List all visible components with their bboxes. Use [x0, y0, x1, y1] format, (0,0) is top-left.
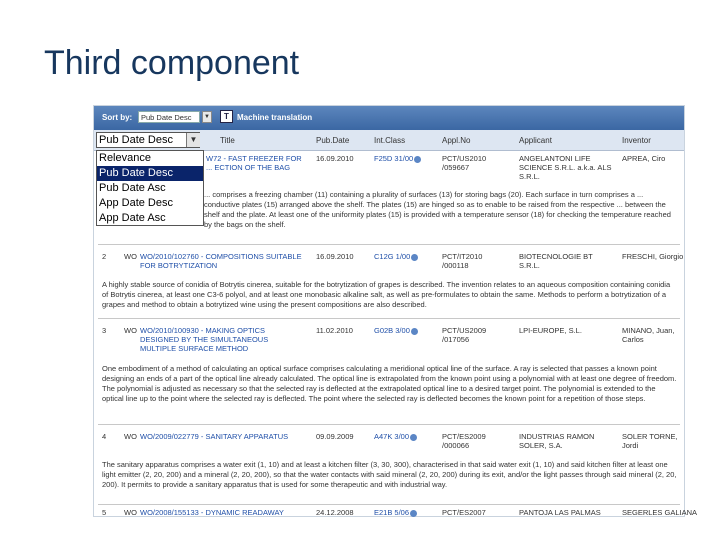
- globe-icon[interactable]: [410, 434, 417, 441]
- int-class-value[interactable]: C12G 1/00: [374, 252, 411, 261]
- row-number: 5: [102, 508, 107, 517]
- applicant: PANTOJA LAS PALMAS: [519, 508, 601, 517]
- office-code: WO: [124, 432, 137, 441]
- col-inventor[interactable]: Inventor: [622, 136, 651, 145]
- patent-results-screenshot: [93, 105, 698, 517]
- inventor: FRESCHI, Giorgio: [622, 252, 684, 261]
- result-title-link[interactable]: W72 - FAST FREEZER FOR ... ECTION OF THE BAG: [206, 154, 302, 172]
- applicant: INDUSTRIAS RAMON SOLER, S.A.: [519, 432, 595, 450]
- result-title-link[interactable]: WO/2010/100930 - MAKING OPTICS DESIGNED BY THE SIMULTANEOUS MULTIPLE SURFACE METHOD: [140, 326, 269, 353]
- pub-date: 11.02.2010: [316, 326, 353, 335]
- globe-icon[interactable]: [410, 510, 417, 517]
- result-title-link[interactable]: WO/2008/155133 - DYNAMIC READAWAY: [140, 508, 284, 517]
- appl-no: PCT/US2010 /059667: [442, 154, 487, 172]
- inventor: MINANO, Juan, Carlos: [622, 326, 675, 344]
- int-class-link[interactable]: [374, 508, 417, 517]
- result-title-link[interactable]: WO/2009/022779 - SANITARY APPARATUS: [140, 432, 289, 441]
- translate-icon[interactable]: T: [220, 110, 233, 123]
- sort-option-relevance[interactable]: Relevance: [99, 152, 151, 164]
- row-divider: [98, 244, 680, 245]
- applicant: BIOTECNOLOGIE BT S.R.L.: [519, 252, 593, 270]
- row-divider: [98, 504, 680, 505]
- globe-icon[interactable]: [414, 156, 421, 163]
- col-applicant[interactable]: Applicant: [519, 136, 552, 145]
- applicant: ANGELANTONI LIFE SCIENCE S.R.L. a.k.a. ALS S.R.L.: [519, 154, 612, 181]
- int-class-link[interactable]: [374, 252, 418, 261]
- row-divider: [98, 424, 680, 425]
- int-class-link[interactable]: [374, 326, 418, 335]
- int-class-value[interactable]: G02B 3/00: [374, 326, 410, 335]
- inventor: APREA, Ciro: [622, 154, 666, 163]
- result-abstract: The sanitary apparatus comprises a water exit (1, 10) and at least a kitchen filter (3, 30, 300), characterised in that said water exit (1, 10) and said kitchen filter at least one light emitter (2, 20, 200) and a mineral (2, 20, 200), so that the water contacts with said mineral (2, 20, 200) during its exit, and/or the light passes through said mineral (2, 20, 200). It permits to provide a sanitary apparatus that is used for some therapeutic and with industrial way.: [102, 460, 677, 489]
- col-applno[interactable]: Appl.No: [442, 136, 471, 145]
- int-class-link[interactable]: [374, 432, 417, 441]
- sort-select[interactable]: Pub Date Desc: [138, 111, 200, 123]
- pub-date: 24.12.2008: [316, 508, 354, 517]
- chevron-down-icon[interactable]: ▼: [202, 111, 212, 123]
- sort-option-app-date-asc[interactable]: App Date Asc: [99, 212, 166, 224]
- machine-translation-link[interactable]: Machine translation: [237, 113, 313, 122]
- col-title[interactable]: Title: [220, 136, 235, 145]
- inventor: SEGERLES GALIANA: [622, 508, 698, 517]
- int-class-value[interactable]: A47K 3/00: [374, 432, 410, 441]
- globe-icon[interactable]: [411, 254, 418, 261]
- appl-no: PCT/ES2009 /000066: [442, 432, 486, 450]
- sort-option-pub-date-desc[interactable]: Pub Date Desc: [97, 166, 203, 181]
- results-toolbar: [94, 106, 684, 130]
- sort-option-pub-date-asc[interactable]: Pub Date Asc: [99, 182, 166, 194]
- applicant: LPI-EUROPE, S.L.: [519, 326, 582, 335]
- result-abstract: One embodiment of a method of calculating an optical surface comprises calculating a meridional optical line of the surface. A ray is selected that passes a known point designing an ends of a part of the optical line already calculated. The optical line is extrapolated from the known point using a polynomial with at least one degree of freedom. The polynomial is adjusted as necessary so that the selected ray is deflected at the extrapolated optical line to a desired target point. The polynomial is extended to the optical line up to the point where the selected ray is deflected. The point where the selected ray is deflected becomes the known point for a repetition of those steps.: [102, 364, 677, 403]
- slide-title: Third component: [44, 44, 300, 82]
- row-number: 4: [102, 432, 107, 441]
- pub-date: 09.09.2009: [316, 432, 354, 441]
- pub-date: 16.09.2010: [316, 252, 354, 261]
- col-intclass[interactable]: Int.Class: [374, 136, 406, 145]
- sort-dropdown-list: [96, 150, 204, 226]
- appl-no: PCT/IT2010 /000118: [442, 252, 483, 270]
- sort-label: Sort by:: [102, 113, 133, 122]
- office-code: WO: [124, 326, 137, 335]
- chevron-down-icon[interactable]: ▼: [186, 133, 200, 147]
- int-class-link[interactable]: [374, 154, 421, 163]
- row-number: 3: [102, 326, 107, 335]
- col-pubdate[interactable]: Pub.Date: [316, 136, 350, 145]
- inventor: SOLER TORNE, Jordi: [622, 432, 678, 450]
- int-class-value[interactable]: E21B 5/06: [374, 508, 410, 517]
- appl-no: PCT/ES2007: [442, 508, 486, 517]
- appl-no: PCT/US2009 /017056: [442, 326, 487, 344]
- result-abstract: A highly stable source of conidia of Botrytis cinerea, suitable for the botrytization of grapes is described. The invention relates to an aqueous composition containing conidia of Botrytis cinerea, at least one C3-6 polyol, and at least one monobasic alkaline salt, as well as pre-formulates to obtain the same. Methods to perform a botrytization of a grapes and method to obtain a botrytized wine using the present compositions are also described.: [102, 280, 671, 309]
- row-divider: [98, 318, 680, 319]
- office-code: WO: [124, 508, 137, 517]
- office-code: WO: [124, 252, 137, 261]
- result-abstract: ... comprises a freezing chamber (11) containing a plurality of surfaces (13) for storing bags (20). Each surface in turn comprises a ... conductive plates (15) arranged above the shelf. The plates (15) are hinged so as to enable to be raised from the respective ... between the shelf and the plate. At least one of the uniformity plates (15) is provided with a temperature sensor (18) for checking the temperature reached by the bags on the shelf.: [204, 190, 671, 229]
- result-title-link[interactable]: WO/2010/102760 - COMPOSITIONS SUITABLE FOR BOTRYTIZATION: [140, 252, 302, 270]
- sort-dropdown[interactable]: Pub Date Desc: [96, 132, 200, 148]
- sort-option-app-date-desc[interactable]: App Date Desc: [99, 197, 173, 209]
- pub-date: 16.09.2010: [316, 154, 354, 163]
- int-class-value[interactable]: F25D 31/00: [374, 154, 414, 163]
- globe-icon[interactable]: [411, 328, 418, 335]
- row-number: 2: [102, 252, 107, 261]
